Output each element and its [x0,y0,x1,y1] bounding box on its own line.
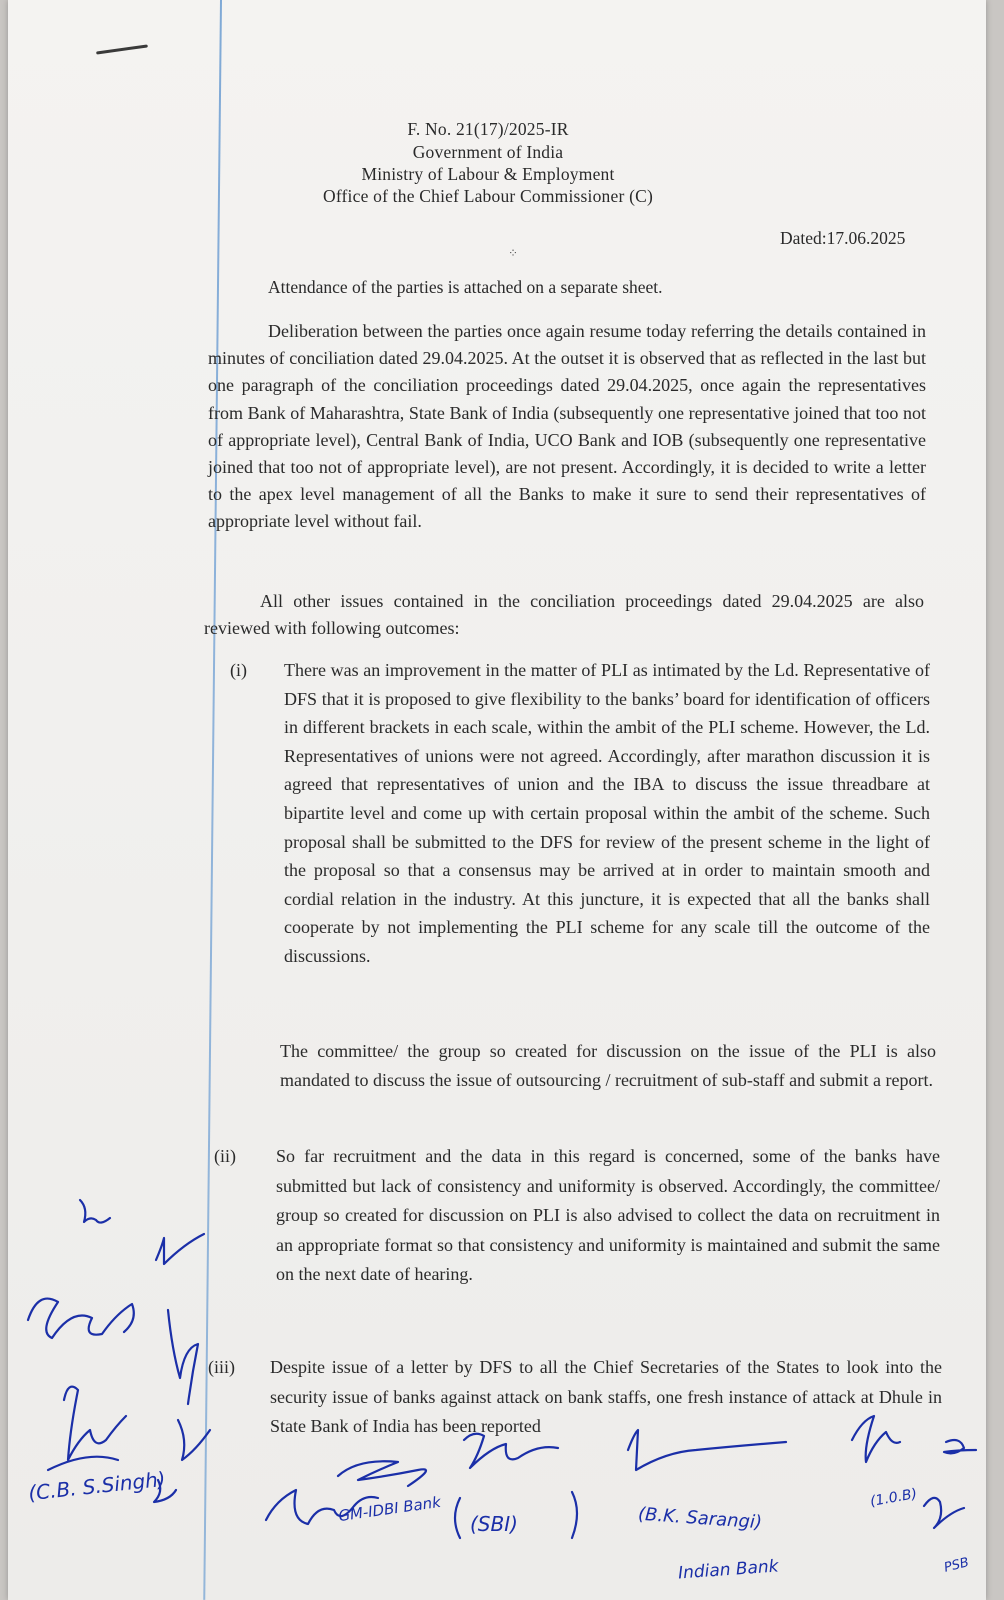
signature-middle-1 [338,1461,426,1486]
item-text-i: There was an improvement in the matter of PLI as intimated by the Ld. Representative of DFS that it is proposed to give flexibility to the banks’ board for identification of officers in different brackets in each scale, within the ambit of the PLI scheme. However, the Ld. Representatives of unions were not agreed. Accordingly, after marathon discussion it is agreed that representatives of union and the IBA to discuss the issue threadbare at bipartite level and come up with certain proposal within the ambit of the scheme. Such proposal shall be submitted to the DFS for review of the present scheme in the light of the proposal so that a consensus may be arrived at in order to maintain smooth and cordial relation in the industry. At this juncture, it is expected that all the banks shall cooperate by not implementing the PLI scheme for any scale till the outcome of the discussions. [284,660,930,966]
signature-scribbles [8,1180,986,1600]
item-followup-i: The committee/ the group so created for discussion on the issue of the PLI is also mandated to discuss the issue of outsourcing / recruitment of sub-staff and submit a report. [280,1041,936,1090]
signature-far-right-2 [944,1440,976,1453]
date-line: Dated:17.06.2025 [780,228,906,248]
signature-far-right-1 [852,1416,900,1462]
signature-gm-idbi: GM-IDBI Bank [337,1492,442,1526]
item-text-ii: So far recruitment and the data in this regard is concerned, some of the banks have submitted but lack of consistency and uniformity is observed. Accordingly, the committee/ group so created for discussion on PLI is also advised to collect the data on recruitment in an appropriate format so that consistency and uniformity is maintained and submit the same on the next date of hearing. [276,1146,940,1285]
signature-singh-1 [64,1387,126,1460]
signature-swirl-left [28,1299,134,1338]
signature-sbi: (SBI) [470,1512,518,1536]
signature-sarangi [628,1430,786,1470]
signature-cb-singh: (C.B. S.Singh) [27,1466,167,1506]
signature-bk-sarangi: (B.K. Sarangi) [637,1503,763,1534]
item-number-iii: (iii) [208,1357,235,1377]
bracket-left-sbi [455,1498,460,1538]
bracket-right-sbi [572,1492,577,1538]
government-line: Government of India [412,142,564,162]
signature-psb: PSB [942,1555,971,1576]
document-page [8,0,986,1600]
ministry-line: Ministry of Labour & Employment [361,164,615,184]
office-line: Office of the Chief Labour Commissioner (C) [322,186,653,206]
signature-indian-bank: Indian Bank [677,1556,780,1584]
initial-mark-2 [156,1234,204,1264]
file-number: F. No. 21(17)/2025-IR [407,119,569,139]
item-text-iii: Despite issue of a letter by DFS to all the Chief Secretaries of the States to look into the security issue of banks against attack on bank staffs, one fresh instance of attack at Dhule in State Bank of India has been reported [270,1357,942,1437]
signature-tall-1 [168,1310,198,1404]
tick-mark: ⁘ [508,246,519,260]
signature-date-mark: (1.0.B) [868,1486,919,1510]
item-number-i: (i) [230,660,247,680]
other-issues-paragraph: All other issues contained in the conciliation proceedings dated 29.04.2025 are also reviewed with following outcomes: [204,591,924,639]
signature-tall-2 [178,1420,210,1460]
initial-mark-1 [80,1200,110,1223]
attendance-paragraph: Attendance of the parties is attached on a separate sheet. [268,277,663,297]
signature-singh-underline [48,1457,118,1470]
signature-right-1 [464,1434,558,1468]
deliberation-paragraph: Deliberation between the parties once again resume today referring the details contained in minutes of conciliation dated 29.04.2025. At the outset it is observed that as reflected in the last but one paragraph of the conciliation proceedings dated 29.04.2025, once again the representatives from Bank of Maharashtra, State Bank of India (subsequently one representative joined that too not of appropriate level), Central Bank of India, UCO Bank and IOB (subsequently one representative joined that too not of appropriate level), are not present. Accordingly, it is decided to write a letter to the apex level management of all the Banks to make it sure to send their representatives of appropriate level without fail. [208,321,926,532]
signature-far-right-3 [924,1498,964,1528]
item-number-ii: (ii) [214,1146,236,1166]
letter-content [8,0,986,1600]
